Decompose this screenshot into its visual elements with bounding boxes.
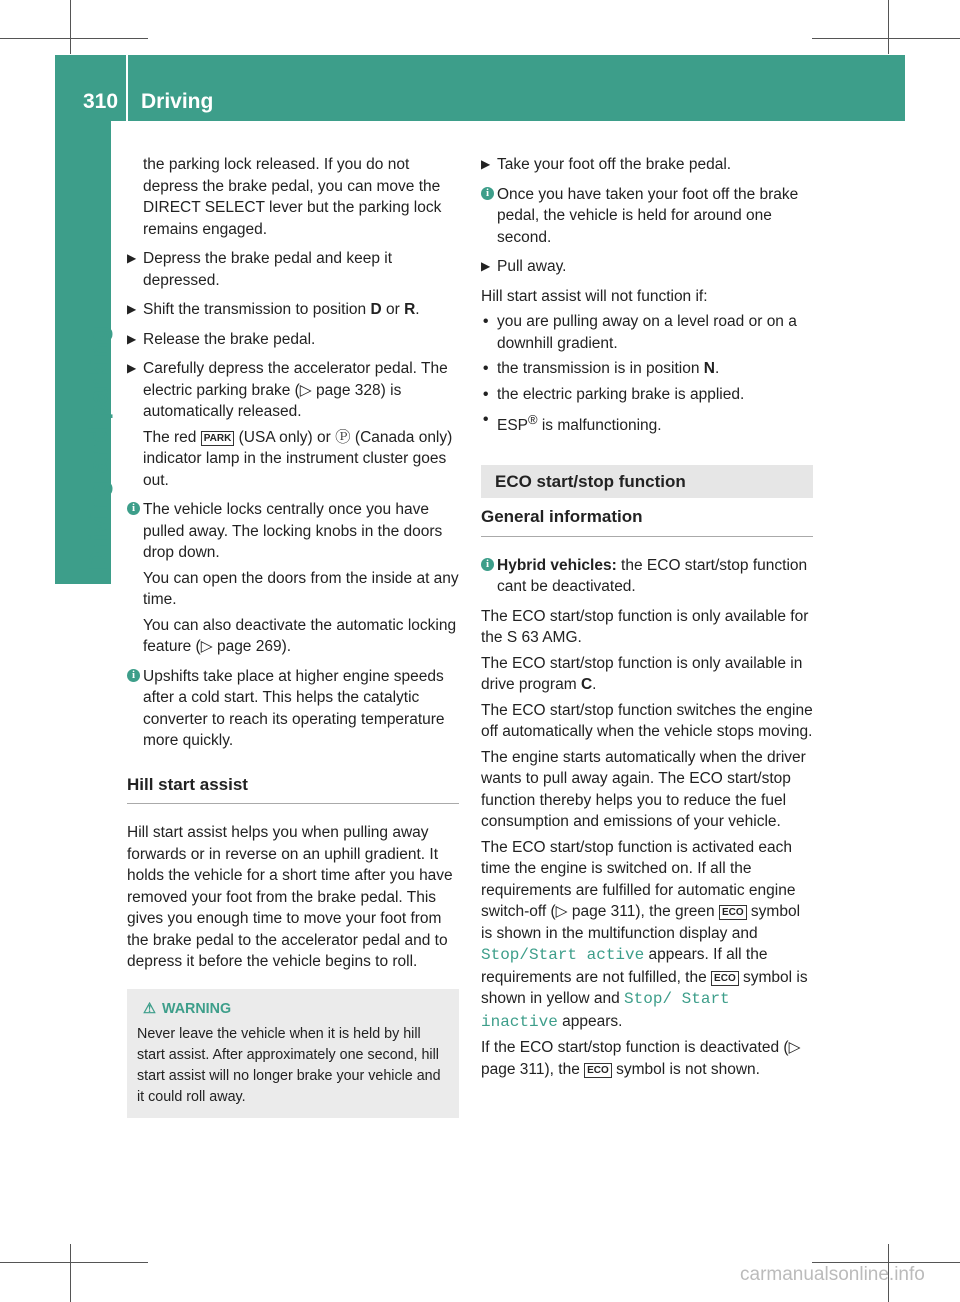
info-icon: i [127, 502, 140, 515]
section-title: Driving [141, 90, 214, 113]
step-arrow-icon: ▶ [481, 259, 491, 273]
info-icon: i [481, 187, 494, 200]
heading-general-information: General information [481, 506, 813, 537]
info-icon: i [127, 669, 140, 682]
info-note: i The vehicle locks centrally once you have pulled away. The locking knobs in the doors drop down. [127, 499, 459, 564]
paragraph: The ECO start/stop function is only available in drive program C. [481, 654, 803, 694]
list-item: • the transmission is in position N. [483, 360, 720, 377]
warning-triangle-icon: ⚠ [143, 1000, 156, 1017]
list-item: • the electric parking brake is applied. [483, 385, 745, 403]
warning-text: Never leave the vehicle when it is held by hill start assist. After approximately one second, hill start assist will no longer brake your vehicle and it could roll away. [137, 1025, 441, 1105]
info-note: i Once you have taken your foot off the brake pedal, the vehicle is held for around one second. [481, 184, 813, 249]
paragraph: Hill start assist will not function if: [481, 287, 708, 305]
list-item: • you are pulling away on a level road or on a downhill gradient. [483, 313, 797, 352]
crop-mark [70, 0, 71, 54]
heading-eco-start-stop: ECO start/stop function [481, 465, 813, 499]
step: ▶ Release the brake pedal. [127, 329, 459, 351]
step-arrow-icon: ▶ [127, 251, 137, 265]
park-lamp-icon: PARK [201, 431, 235, 446]
paragraph: The ECO start/stop function is only available for the S 63 AMG. [481, 607, 809, 647]
paragraph: You can also deactivate the automatic locking feature (▷ page 269). [143, 616, 457, 655]
display-message-active: Stop/Start active [481, 946, 645, 965]
heading-hill-start-assist: Hill start assist [127, 774, 459, 805]
paragraph: The ECO start/stop function switches the engine off automatically when the vehicle stops moving. [481, 701, 813, 741]
paragraph: You can open the doors from the inside at any time. [143, 569, 459, 608]
side-tab-label: Driving and parking [83, 325, 113, 570]
display-message-inactive: Stop/ Start inactive [481, 990, 730, 1031]
paragraph: The engine starts automatically when the driver wants to pull away again. The ECO start/stop function thereby helps you to reduce the fuel consumption and emissions of your vehicle. [481, 748, 806, 831]
crop-mark [888, 0, 889, 54]
step-arrow-icon: ▶ [127, 331, 137, 346]
step: ▶ Take your foot off the brake pedal. [481, 154, 813, 176]
paragraph: The ECO start/stop function is activated each time the engine is switched on. If all the requirements are fulfilled for automatic engine switch-off (▷ page 311), the green ECO symbol is shown in the multifunction display and Stop/Start active appears. If all the requirements are not fulfilled, the ECO symbol is shown in yellow and Stop/ Start inactive appears. [481, 838, 808, 1031]
header-separator [126, 55, 128, 121]
crop-mark [812, 1262, 960, 1263]
watermark: carmanualsonline.info [740, 1264, 925, 1285]
eco-icon: ECO [584, 1063, 612, 1078]
info-icon: i [481, 558, 494, 571]
crop-mark [812, 38, 960, 39]
crop-mark [70, 1244, 71, 1302]
crop-mark [0, 38, 148, 39]
paragraph: the parking lock released. If you do not depress the brake pedal, you can move the DIRECT SELECT lever but the parking lock remains engaged. [143, 156, 442, 238]
warning-box [127, 989, 459, 1118]
paragraph: If the ECO start/stop function is deactivated (▷ page 311), the ECO symbol is not shown. [481, 1039, 801, 1078]
crop-mark [0, 1262, 148, 1263]
warning-title: ⚠ WARNING [137, 999, 449, 1020]
info-note: i Upshifts take place at higher engine speeds after a cold start. This helps the catalytic converter to reach its operating temperature more quickly. [127, 666, 459, 752]
canada-lamp-icon: Ⓟ [335, 428, 351, 446]
page-number: 310 [83, 90, 119, 113]
step: ▶ Pull away. [481, 256, 813, 278]
step-arrow-icon: ▶ [127, 361, 137, 375]
step: ▶ Shift the transmission to position D or R. [127, 299, 459, 321]
paragraph: Hill start assist helps you when pulling away forwards or in reverse on an uphill gradient. It holds the vehicle for a short time after you have removed your foot from the brake pedal. This gives you enough time to move your foot from the brake pedal to the accelerator pedal and to depress it before the vehicle begins to roll. [127, 824, 453, 970]
list-item: • ESP® is malfunctioning. [483, 411, 662, 435]
info-note: i Hybrid vehicles: the ECO start/stop function cant be deactivated. [481, 555, 813, 598]
step-arrow-icon: ▶ [481, 157, 491, 171]
left-column [127, 154, 459, 1118]
eco-icon: ECO [711, 971, 739, 986]
step: ▶ Carefully depress the accelerator pedal. The electric parking brake (▷ page 328) is automatically released. [127, 360, 448, 420]
step: ▶ Depress the brake pedal and keep it depressed. [127, 250, 393, 289]
eco-icon: ECO [719, 905, 747, 920]
paragraph: The red PARK (USA only) or Ⓟ (Canada only) indicator lamp in the instrument cluster goes out. [143, 428, 453, 489]
step-arrow-icon: ▶ [127, 302, 137, 316]
right-column [481, 154, 813, 1088]
